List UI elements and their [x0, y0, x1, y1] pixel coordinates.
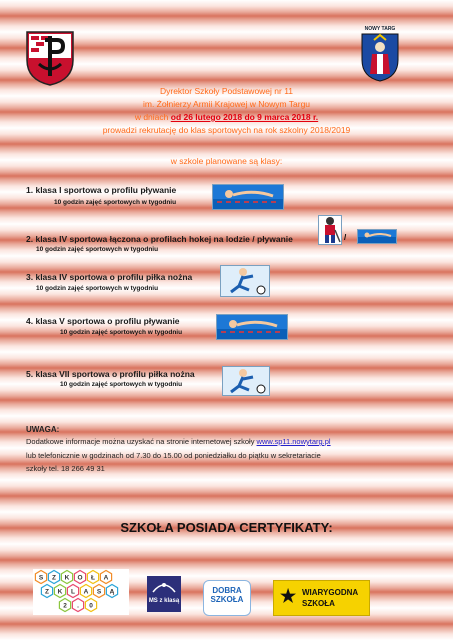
class-number: 3.	[26, 272, 34, 282]
swimmer-icon	[357, 229, 397, 244]
class-item-5	[26, 369, 195, 379]
class-item-1	[26, 185, 176, 195]
notice-text: Dodatkowe informacje można uzyskać na stronie internetowej szkoły	[26, 437, 257, 446]
class-item-4	[26, 316, 180, 326]
hex-letter: K	[57, 588, 63, 596]
hex-letter: A	[83, 588, 89, 596]
class-title: klasa V sportowa o profilu pływanie	[35, 316, 180, 326]
hex-letter: S	[38, 574, 44, 582]
szkola-z-klasa-logo	[33, 569, 129, 615]
swimmer-icon	[216, 314, 288, 340]
school-website-link[interactable]: www.sp11.nowytarg.pl	[256, 437, 331, 446]
swimmer-icon	[212, 184, 284, 210]
class-number: 2.	[26, 234, 34, 244]
hex-letter: Ł	[91, 574, 95, 582]
hex-letter: .	[77, 602, 79, 610]
class-number: 5.	[26, 369, 34, 379]
header-line-4: prowadzi rekrutację do klas sportowych na rok szkolny 2018/2019	[102, 125, 351, 135]
nowy-targ-crest	[360, 26, 400, 84]
class-title: klasa IV sportowa o profilu piłka nożna	[35, 272, 193, 282]
class-item-2	[26, 234, 293, 244]
crest-label: NOWY TARG	[364, 26, 396, 32]
dobra-szkola-logo	[203, 580, 251, 616]
recruitment-dates: od 26 lutego 2018 do 9 marca 2018 r.	[170, 112, 319, 122]
planned-classes-title: w szkole planowane są klasy:	[170, 156, 283, 166]
header-line-2: im. Żołnierzy Armii Krajowej w Nowym Targu	[142, 99, 311, 109]
class-number: 4.	[26, 316, 34, 326]
hex-letter: K	[64, 574, 70, 582]
class-hours: 10 godzin zajęć sportowych w tygodniu	[36, 285, 159, 292]
dobra-text: DOBRA	[212, 586, 242, 595]
school-crest-left	[25, 30, 75, 86]
header-date-prefix: w dniach	[134, 112, 171, 122]
class-title: klasa VII sportowa o profilu piłka nożna	[35, 369, 195, 379]
football-player-icon	[222, 366, 270, 396]
class-hours: 10 godzin zajęć sportowych w tygodniu	[36, 246, 159, 253]
hex-letter: O	[77, 574, 83, 582]
hex-letter: Z	[52, 574, 56, 582]
certificates-title: SZKOŁA POSIADA CERTYFIKATY:	[120, 520, 333, 535]
hex-letter: 2	[63, 602, 67, 610]
football-player-icon	[220, 265, 270, 297]
class-title: klasa IV sportowa łączona o profilach hokej na lodzie / pływanie	[35, 234, 293, 244]
class-number: 1.	[26, 185, 34, 195]
szkola-text: SZKOŁA	[302, 599, 335, 608]
profile-separator: /	[344, 233, 347, 242]
notice-line-3: szkoły tel. 18 266 49 31	[26, 464, 105, 473]
hex-letter: Ą	[109, 588, 115, 596]
hex-letter: Z	[45, 588, 49, 596]
ms-z-klasa-text: MS z klasą	[148, 598, 180, 604]
class-hours: 10 godzin zajęć sportowych w tygodniu	[60, 329, 183, 336]
class-item-3	[26, 272, 192, 282]
hex-letter: S	[96, 588, 102, 596]
class-hours: 10 godzin zajęć sportowych w tygodniu	[54, 199, 177, 206]
hex-letter: A	[103, 574, 109, 582]
notice-line-1	[26, 437, 331, 446]
szkola-text: SZKOŁA	[210, 595, 244, 604]
notice-heading: UWAGA:	[26, 425, 60, 434]
wiarygodna-text: WIARYGODNA	[302, 588, 359, 597]
wiarygodna-szkola-logo	[273, 580, 370, 616]
class-hours: 10 godzin zajęć sportowych w tygodniu	[60, 381, 183, 388]
notice-line-2: lub telefonicznie w godzinach od 7.30 do 15.00 od poniedziałku do piątku w sekretariacie	[26, 451, 321, 460]
star-icon: ★	[280, 586, 297, 606]
ms-z-klasa-logo	[147, 576, 181, 612]
header-line-1: Dyrektor Szkoły Podstawowej nr 11	[159, 86, 294, 96]
hockey-player-icon	[318, 215, 342, 245]
class-title: klasa I sportowa o profilu pływanie	[35, 185, 177, 195]
header-line-3	[0, 112, 453, 122]
hex-letter: 0	[89, 602, 93, 610]
hex-letter: L	[71, 588, 75, 596]
